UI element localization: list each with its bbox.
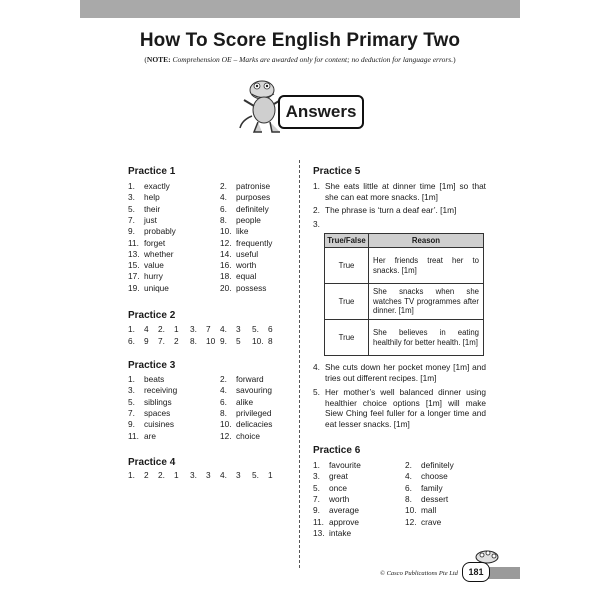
item-answer: hurry [144, 271, 163, 282]
item-number: 20. [220, 282, 232, 293]
answers-badge: Answers [278, 95, 364, 129]
item-answer: worth [329, 493, 350, 504]
item-answer: patronise [236, 181, 271, 191]
list-item [128, 192, 218, 202]
list-item [220, 260, 310, 270]
item-answer: 3 [236, 470, 241, 480]
list-item [405, 471, 495, 481]
item-number: 7. [313, 493, 320, 504]
table-row [325, 284, 484, 320]
item-number: 8. [220, 214, 227, 225]
item-number: 10. [220, 419, 232, 430]
answer-sequence [128, 324, 288, 334]
item-number: 7. [128, 214, 135, 225]
top-band [80, 0, 520, 18]
list-item [220, 397, 310, 407]
item-answer: once [329, 482, 347, 493]
item-answer: forget [144, 237, 166, 248]
item-answer: value [144, 260, 164, 271]
list-item [128, 260, 218, 270]
table-header-reason: Reason [369, 234, 484, 248]
answer-sequence [128, 336, 288, 346]
table-cell-reason: She believes in eating healthily for better health. [1m] [369, 320, 484, 356]
item-number: 14. [220, 248, 232, 259]
copyright-credit: © Casco Publications Pte Ltd [380, 570, 458, 577]
list-item [128, 283, 218, 293]
list-item [220, 283, 310, 293]
page-title: How To Score English Primary Two [139, 30, 461, 51]
item-number: 3. [190, 324, 197, 334]
practice-2-title: Practice 2 [128, 310, 176, 321]
item-number: 3. [128, 385, 135, 396]
list-item [128, 204, 218, 214]
item-number: 11. [128, 430, 139, 441]
list-item [405, 460, 495, 470]
practice-5-answer-1: 1. She eats little at dinner time [1m] so that she can eat more snacks. [1m] [313, 181, 486, 202]
list-item [220, 431, 310, 441]
item-number: 13. [313, 527, 325, 538]
item-answer: 2 [144, 470, 149, 480]
list-item [128, 215, 218, 225]
item-number: 4. [220, 192, 227, 203]
item-number: 5. [252, 324, 259, 334]
item-number: 4. [220, 470, 227, 480]
list-item [128, 397, 218, 407]
item-answer: 1 [268, 470, 273, 480]
item-number: 3. [313, 471, 320, 482]
table-cell-tf: True [325, 284, 369, 320]
item-number: 7. [128, 407, 135, 418]
item-number: 1. [313, 460, 320, 470]
item-answer: possess [236, 282, 267, 293]
item-answer: frequently [236, 237, 273, 248]
item-number: 4. [220, 385, 227, 396]
item-number: 10. [220, 226, 232, 237]
list-item [220, 271, 310, 281]
item-number: 3. [128, 192, 135, 203]
item-number: 2. [220, 181, 227, 191]
list-item [220, 374, 310, 384]
note-text: Comprehension OE – Marks are awarded only for content; no deduction for language errors. [172, 55, 454, 64]
item-answer: unique [144, 282, 169, 293]
item-number: 1. [128, 374, 135, 384]
item-number: 5. [313, 482, 320, 493]
table-row [325, 320, 484, 356]
list-item [313, 471, 403, 481]
list-item [220, 385, 310, 395]
table-row [325, 248, 484, 284]
page-number: 181 [462, 562, 490, 582]
list-item [313, 517, 403, 527]
item-number: 2. [158, 470, 165, 480]
table-cell-reason: Her friends treat her to snacks. [1m] [369, 248, 484, 284]
item-answer: 4 [144, 324, 149, 334]
list-item [128, 431, 218, 441]
item-number: 3. [190, 470, 197, 480]
item-answer: cuisines [144, 419, 174, 430]
item-answer: choice [236, 430, 260, 441]
item-answer: intake [329, 527, 352, 538]
list-item [128, 374, 218, 384]
item-answer: siblings [144, 396, 172, 407]
item-answer: forward [236, 374, 264, 384]
item-number: 2. [405, 460, 412, 470]
item-answer: alike [236, 396, 254, 407]
item-number: 18. [220, 271, 232, 282]
item-answer: just [144, 214, 157, 225]
item-answer: people [236, 214, 261, 225]
list-item [405, 505, 495, 515]
item-number: 1. [128, 324, 135, 334]
item-number: 5. [252, 470, 259, 480]
practice-5-title: Practice 5 [313, 166, 361, 177]
item-answer: beats [144, 374, 165, 384]
item-answer: like [236, 226, 249, 237]
item-answer: 1 [174, 324, 179, 334]
list-item [128, 408, 218, 418]
practice-5-answer-5: 5. Her mother’s well balanced dinner using healthier choice options [1m] will make Siew Ching feel fuller for a longer time and eat lesser snacks. [1m] [313, 387, 486, 429]
item-number: 9. [220, 336, 227, 346]
item-number: 9. [128, 419, 135, 430]
item-answer: 8 [268, 336, 273, 346]
item-answer: 9 [144, 336, 149, 346]
item-answer: 2 [174, 336, 179, 346]
list-item [405, 517, 495, 527]
item-answer: exactly [144, 181, 170, 191]
item-number: 1. [128, 470, 135, 480]
item-number: 6. [220, 396, 227, 407]
note-label: NOTE: [146, 55, 171, 64]
list-item [313, 494, 403, 504]
item-number: 5. [128, 203, 135, 214]
list-item [313, 460, 403, 470]
item-number: 6. [128, 336, 135, 346]
item-answer: 3 [206, 470, 211, 480]
list-item [220, 181, 310, 191]
list-item [220, 408, 310, 418]
item-answer: definitely [236, 203, 269, 214]
item-answer: useful [236, 248, 259, 259]
item-number: 9. [313, 505, 320, 516]
table-cell-tf: True [325, 248, 369, 284]
table-cell-tf: True [325, 320, 369, 356]
item-number: 12. [405, 516, 417, 527]
item-number: 17. [128, 271, 140, 282]
list-item [220, 204, 310, 214]
item-number: 6. [405, 482, 412, 493]
item-answer: definitely [421, 460, 454, 470]
item-answer: 1 [174, 470, 179, 480]
list-item [128, 419, 218, 429]
item-number: 12. [220, 237, 232, 248]
item-number: 8. [220, 407, 227, 418]
item-number: 2. [158, 324, 165, 334]
true-false-table [324, 233, 484, 356]
item-answer: purposes [236, 192, 271, 203]
item-number: 11. [313, 516, 324, 527]
list-item [128, 238, 218, 248]
item-number: 8. [190, 336, 197, 346]
list-item [313, 505, 403, 515]
item-number: 9. [128, 226, 135, 237]
item-answer: privileged [236, 407, 272, 418]
practice-3-title: Practice 3 [128, 360, 176, 371]
item-answer: worth [236, 260, 257, 271]
item-number: 7. [158, 336, 165, 346]
item-answer: average [329, 505, 359, 516]
list-item [313, 528, 403, 538]
practice-5-answer-2: 2. The phrase is ‘turn a deaf ear’. [1m] [313, 205, 457, 215]
item-answer: favourite [329, 460, 361, 470]
practice-5-answer-3: 3. [313, 219, 320, 229]
item-answer: are [144, 430, 156, 441]
practice-5-answer-4: 4. She cuts down her pocket money [1m] and tries out different recipes. [1m] [313, 362, 486, 383]
item-answer: family [421, 482, 443, 493]
list-item [128, 226, 218, 236]
item-answer: choose [421, 471, 448, 482]
item-number: 16. [220, 260, 232, 271]
item-number: 8. [405, 493, 412, 504]
item-answer: crave [421, 516, 442, 527]
item-number: 4. [405, 471, 412, 482]
practice-6-title: Practice 6 [313, 445, 361, 456]
list-item [220, 419, 310, 429]
list-item [128, 181, 218, 191]
item-number: 13. [128, 248, 140, 259]
item-answer: whether [144, 248, 174, 259]
note-line: (NOTE: Comprehension OE – Marks are awarded only for content; no deduction for language errors.) [144, 55, 456, 64]
item-answer: delicacies [236, 419, 273, 430]
item-number: 15. [128, 260, 140, 271]
list-item [220, 192, 310, 202]
item-number: 5. [128, 396, 135, 407]
item-answer: equal [236, 271, 257, 282]
item-number: 12. [220, 430, 232, 441]
item-answer: 10 [206, 336, 216, 346]
item-number: 4. [220, 324, 227, 334]
list-item [220, 215, 310, 225]
item-answer: help [144, 192, 160, 203]
list-item [128, 385, 218, 395]
table-cell-reason: She snacks when she watches TV programmes after dinner. [1m] [369, 284, 484, 320]
list-item [405, 494, 495, 504]
item-answer: great [329, 471, 348, 482]
item-number: 19. [128, 282, 140, 293]
list-item [128, 249, 218, 259]
item-answer: 5 [236, 336, 241, 346]
item-number: 11. [128, 237, 139, 248]
item-answer: receiving [144, 385, 178, 396]
item-answer: approve [329, 516, 359, 527]
list-item [313, 483, 403, 493]
item-number: 10. [405, 505, 417, 516]
table-header-truefalse: True/False [325, 234, 369, 248]
item-answer: 3 [236, 324, 241, 334]
list-item [220, 238, 310, 248]
item-number: 2. [220, 374, 227, 384]
practice-1-title: Practice 1 [128, 166, 176, 177]
item-answer: probably [144, 226, 176, 237]
answer-sequence [128, 470, 288, 480]
item-answer: their [144, 203, 161, 214]
list-item [220, 249, 310, 259]
item-answer: dessert [421, 493, 449, 504]
item-answer: 6 [268, 324, 273, 334]
item-number: 10. [252, 336, 264, 346]
item-answer: savouring [236, 385, 272, 396]
item-answer: spaces [144, 407, 171, 418]
item-answer: 7 [206, 324, 211, 334]
list-item [220, 226, 310, 236]
item-number: 6. [220, 203, 227, 214]
practice-4-title: Practice 4 [128, 457, 176, 468]
list-item [405, 483, 495, 493]
list-item [128, 271, 218, 281]
item-answer: mall [421, 505, 437, 516]
item-number: 1. [128, 181, 135, 191]
